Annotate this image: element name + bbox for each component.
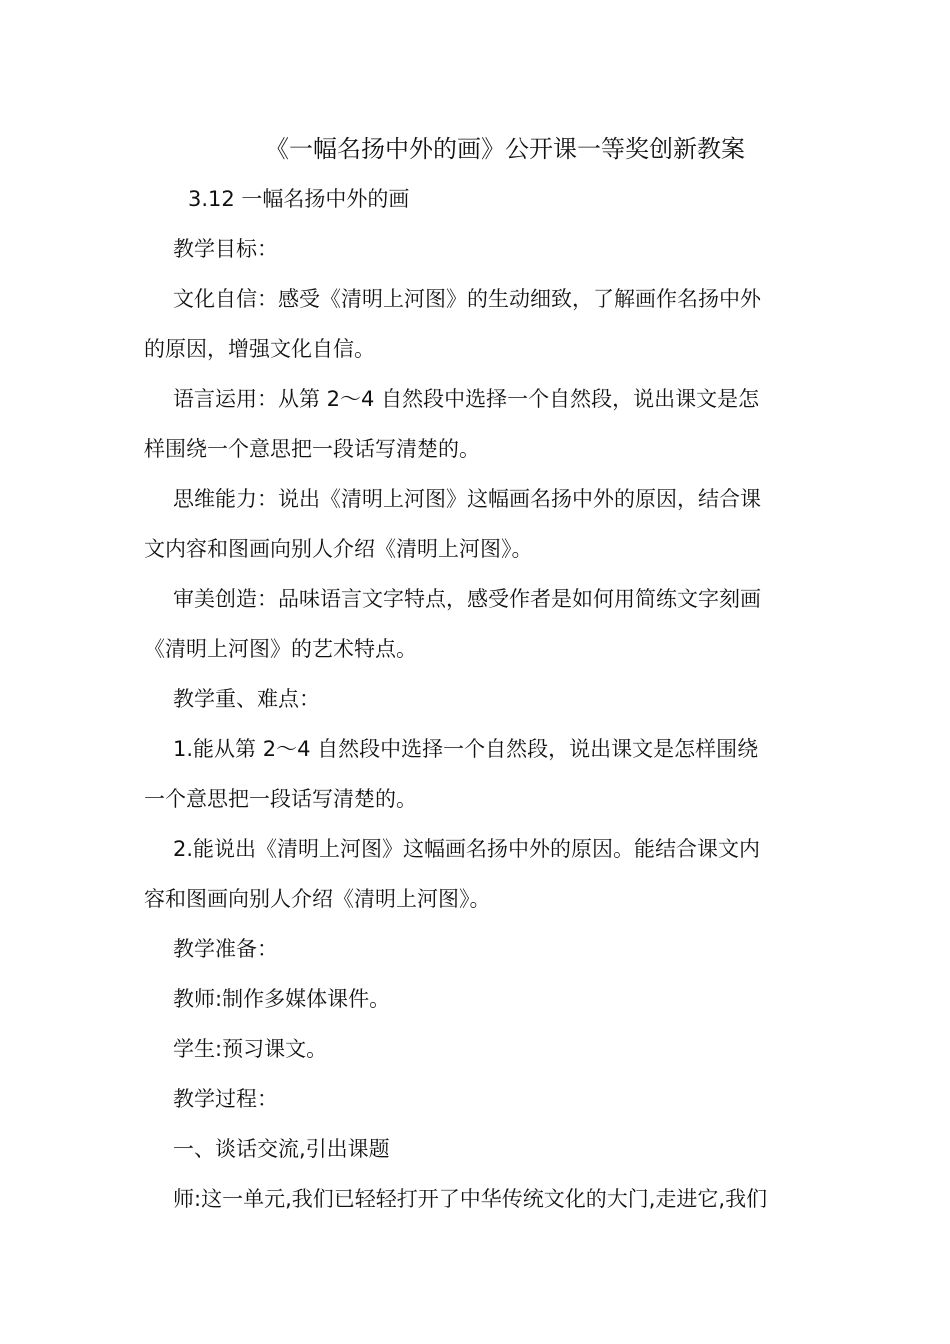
paragraph-line: 思维能力：说出《清明上河图》这幅画名扬中外的原因，结合课: [173, 487, 761, 511]
paragraph-line: 文化自信：感受《清明上河图》的生动细致，了解画作名扬中外: [173, 287, 761, 311]
section-heading-key-points: 教学重、难点：: [173, 687, 320, 711]
subsection-heading: 一、谈话交流,引出课题: [173, 1137, 390, 1161]
document-title: 《一幅名扬中外的画》公开课一等奖创新教案: [265, 135, 745, 163]
lesson-heading: 3.12 一幅名扬中外的画: [188, 187, 410, 211]
paragraph-line: 1.能从第 2～4 自然段中选择一个自然段，说出课文是怎样围绕: [173, 737, 759, 761]
paragraph-line: 容和图画向别人介绍《清明上河图》。: [144, 887, 491, 911]
paragraph-line: 样围绕一个意思把一段话写清楚的。: [144, 437, 480, 461]
section-heading-objectives: 教学目标：: [173, 237, 278, 261]
paragraph-line: 审美创造：品味语言文字特点，感受作者是如何用简练文字刻画: [173, 587, 761, 611]
paragraph-line: 文内容和图画向别人介绍《清明上河图》。: [144, 537, 533, 561]
section-heading-preparation: 教学准备：: [173, 937, 278, 961]
paragraph-line: 2.能说出《清明上河图》这幅画名扬中外的原因。能结合课文内: [173, 837, 761, 861]
paragraph-line: 一个意思把一段话写清楚的。: [144, 787, 417, 811]
section-heading-process: 教学过程：: [173, 1087, 278, 1111]
paragraph-line: 教师:制作多媒体课件。: [173, 987, 391, 1011]
paragraph-line: 学生:预习课文。: [173, 1037, 328, 1061]
paragraph-line: 语言运用：从第 2～4 自然段中选择一个自然段，说出课文是怎: [173, 387, 760, 411]
paragraph-line: 《清明上河图》的艺术特点。: [144, 637, 417, 661]
paragraph-line: 的原因，增强文化自信。: [144, 337, 375, 361]
paragraph-line: 师:这一单元,我们已轻轻打开了中华传统文化的大门,走进它,我们: [173, 1187, 768, 1211]
